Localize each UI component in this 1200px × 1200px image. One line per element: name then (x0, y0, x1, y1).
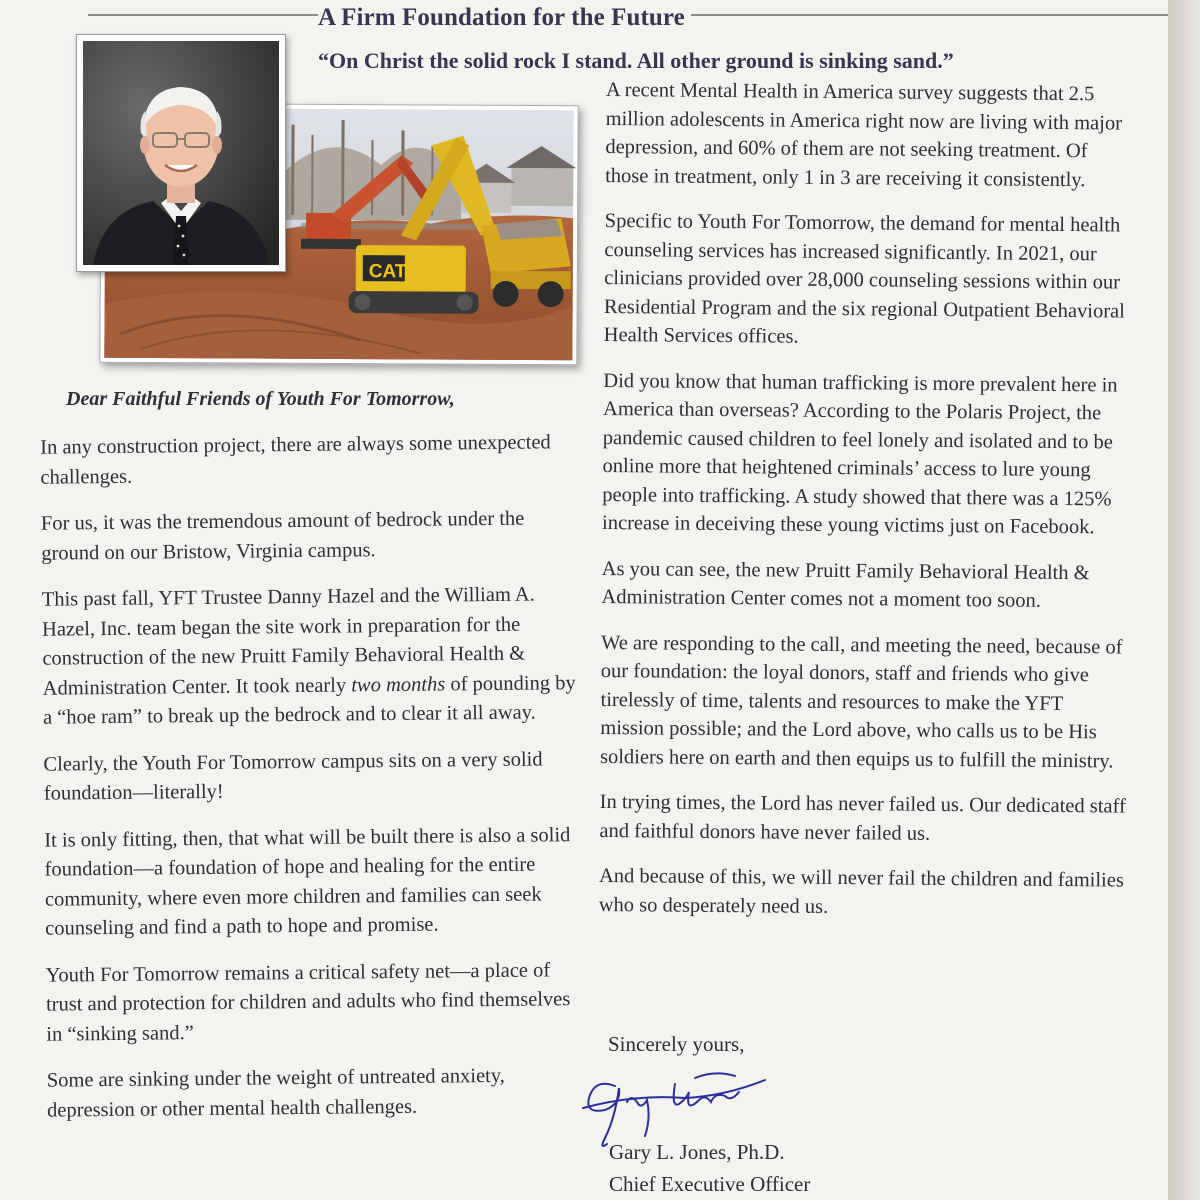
signer-name: Gary L. Jones, Ph.D. (609, 1140, 785, 1164)
body-paragraph: Specific to Youth For Tomorrow, the demand for mental health counseling services has increased significantly. In 2021, our clinicians provided over 28,000 counseling sessions within our Residential Program and the six regional Outpatient Behavioral Health Services offices. (603, 209, 1125, 348)
right-column (598, 76, 1135, 941)
ceo-portrait (76, 34, 286, 272)
left-column (40, 428, 592, 1143)
cat-logo: CAT (368, 261, 407, 283)
body-paragraph: Clearly, the Youth For Tomorrow campus sits on a very solid foundation—literally! (43, 747, 543, 805)
body-paragraph: Some are sinking under the weight of untreated anxiety, depression or other mental health challenges. (46, 1064, 505, 1122)
body-paragraph: For us, it was the tremendous amount of bedrock under the ground on our Bristow, Virginia campus. (40, 507, 525, 565)
sign-off: Sincerely yours, (608, 1032, 745, 1056)
page-title: A Firm Foundation for the Future (318, 4, 691, 32)
handwritten-signature (575, 1058, 775, 1158)
salutation: Dear Faithful Friends of Youth For Tomorrow, (66, 388, 455, 410)
body-paragraph: Did you know that human trafficking is more prevalent here in America than overseas? According to the Polaris Project, the pandemic caused children to feel lonely and isolated and to be online more that heightened criminals’ access to lure young people into trafficking. A study showed that there was a 125% increase in deceiving these young victims just on Facebook. (602, 369, 1118, 539)
body-paragraph: It is only fitting, then, that what will be built there is also a solid foundation—a foundation of hope and healing for the entire community, where even more children and families can seek counseling and find a path to hope and promise. (44, 823, 571, 940)
paragraph-text: of pounding by a “hoe ram” to break up the bedrock and to clear it all away. (42, 671, 576, 729)
page-subtitle: “On Christ the solid rock I stand. All other ground is sinking sand.” (318, 48, 954, 73)
portrait-photo (83, 41, 279, 265)
body-paragraph: Youth For Tomorrow remains a critical safety net—a place of trust and protection for children and adults who find themselves in “sinking sand.” (45, 958, 571, 1046)
page-gutter (1168, 0, 1200, 1200)
signer-title: Chief Executive Officer (609, 1172, 811, 1196)
body-paragraph: As you can see, the new Pruitt Family Behavioral Health & Administration Center comes not a moment too soon. (601, 557, 1090, 612)
body-paragraph: A recent Mental Health in America survey suggests that 2.5 million adolescents in America right now are living with major depression, and 60% of them are not seeking treatment. Of those in treatment, only 1 in 3 are receiving it consistently. (605, 78, 1123, 191)
body-paragraph (42, 580, 589, 733)
body-paragraph: And because of this, we will never fail the children and families who so desperately need us. (598, 864, 1124, 918)
body-paragraph: In trying times, the Lord has never failed us. Our dedicated staff and faithful donors have never failed us. (599, 790, 1126, 845)
emphasis-text: two months (351, 672, 446, 696)
body-paragraph: We are responding to the call, and meeting the need, because of our foundation: the loyal donors, staff and friends who give tirelessly of time, talents and resources to make the YFT mission possible; and the Lord above, who calls us to be His soldiers here on earth and then equips us to fulfill the ministry. (599, 631, 1123, 772)
body-paragraph: In any construction project, there are always some unexpected challenges. (40, 431, 551, 489)
paragraph-text: This past fall, YFT Trustee Danny Hazel and the William A. Hazel, Inc. team began the site work in preparation for the construction of the new Pruitt Family Behavioral Health & Administration Center. It took nearly (41, 583, 535, 700)
